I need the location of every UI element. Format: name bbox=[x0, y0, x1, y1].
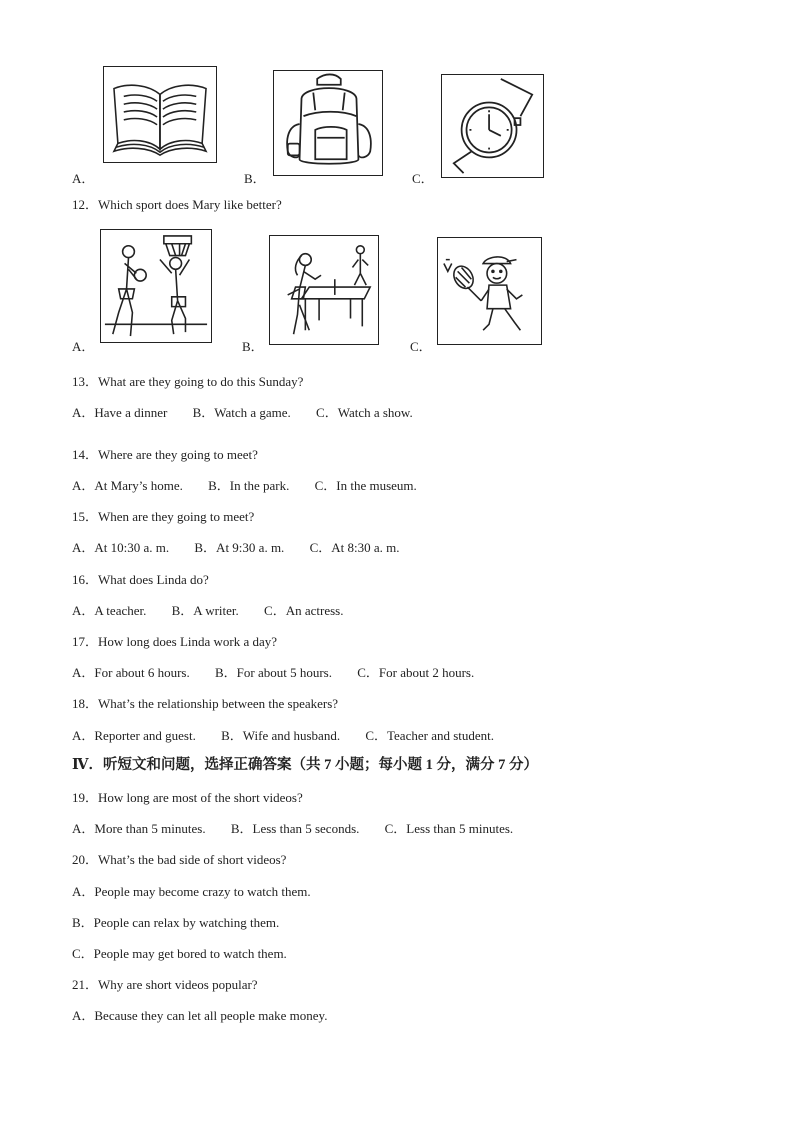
options-14 bbox=[72, 475, 417, 494]
option-a[interactable]: A．More than 5 minutes. bbox=[72, 821, 206, 836]
option-a[interactable]: A．Have a dinner bbox=[72, 405, 168, 420]
options-19 bbox=[72, 818, 513, 837]
options-18 bbox=[72, 725, 494, 744]
option-c[interactable]: C．At 8:30 a. m. bbox=[309, 540, 400, 555]
options-13 bbox=[72, 402, 413, 421]
option-b[interactable]: B．People can relax by watching them. bbox=[72, 915, 280, 930]
option-c[interactable]: C．Less than 5 minutes. bbox=[384, 821, 514, 836]
option-b[interactable]: B．Less than 5 seconds. bbox=[230, 821, 360, 836]
question-21: 21．Why are short videos popular? bbox=[72, 977, 258, 992]
badminton-icon bbox=[437, 237, 542, 345]
option-a[interactable]: A．At Mary’s home. bbox=[72, 478, 183, 493]
option-c[interactable]: C．People may get bored to watch them. bbox=[72, 946, 287, 961]
option-a[interactable]: A．Reporter and guest. bbox=[72, 728, 196, 743]
option-a[interactable]: A．A teacher. bbox=[72, 603, 147, 618]
option-letter: C． bbox=[412, 171, 434, 186]
option-a[interactable]: A．At 10:30 a. m. bbox=[72, 540, 170, 555]
question-17: 17．How long does Linda work a day? bbox=[72, 634, 278, 649]
option-letter: C． bbox=[410, 339, 432, 354]
question-15: 15．When are they going to meet? bbox=[72, 509, 255, 524]
option-b[interactable]: B．Watch a game. bbox=[192, 405, 291, 420]
option-b[interactable]: B．For about 5 hours. bbox=[214, 665, 332, 680]
option-b[interactable]: B．At 9:30 a. m. bbox=[194, 540, 285, 555]
options-16 bbox=[72, 600, 343, 619]
option-c[interactable]: C．For about 2 hours. bbox=[357, 665, 475, 680]
option-c[interactable]: C．In the museum. bbox=[314, 478, 417, 493]
option-a[interactable]: A．Because they can let all people make money. bbox=[72, 1008, 328, 1023]
question-20: 20．What’s the bad side of short videos? bbox=[72, 852, 287, 867]
question-18: 18．What’s the relationship between the speakers? bbox=[72, 696, 339, 711]
options-15 bbox=[72, 537, 399, 556]
basketball-icon bbox=[100, 229, 212, 343]
watch-icon bbox=[441, 74, 544, 178]
option-b[interactable]: B．A writer. bbox=[171, 603, 239, 618]
option-letter: B． bbox=[244, 171, 266, 186]
option-b[interactable]: B．In the park. bbox=[208, 478, 290, 493]
option-c[interactable]: C．An actress. bbox=[264, 603, 344, 618]
question-12: 12．Which sport does Mary like better? bbox=[72, 197, 282, 212]
options-17 bbox=[72, 662, 474, 681]
ping-pong-icon bbox=[269, 235, 379, 345]
question-14: 14．Where are they going to meet? bbox=[72, 447, 258, 462]
option-a[interactable]: A．For about 6 hours. bbox=[72, 665, 190, 680]
section-title: Ⅳ．听短文和问题，选择正确答案（共 7 小题；每小题 1 分，满分 7 分） bbox=[72, 757, 538, 773]
option-letter: A． bbox=[72, 171, 95, 186]
option-c[interactable]: C．Watch a show. bbox=[316, 405, 413, 420]
book-icon bbox=[103, 66, 217, 163]
question-13: 13．What are they going to do this Sunday? bbox=[72, 374, 304, 389]
backpack-icon bbox=[273, 70, 383, 176]
option-a[interactable]: A．People may become crazy to watch them. bbox=[72, 884, 311, 899]
option-c[interactable]: C．Teacher and student. bbox=[365, 728, 495, 743]
option-letter: A． bbox=[72, 339, 95, 354]
option-letter: B． bbox=[242, 339, 264, 354]
question-16: 16．What does Linda do? bbox=[72, 572, 209, 587]
option-b[interactable]: B．Wife and husband. bbox=[221, 728, 341, 743]
question-19: 19．How long are most of the short videos? bbox=[72, 790, 303, 805]
